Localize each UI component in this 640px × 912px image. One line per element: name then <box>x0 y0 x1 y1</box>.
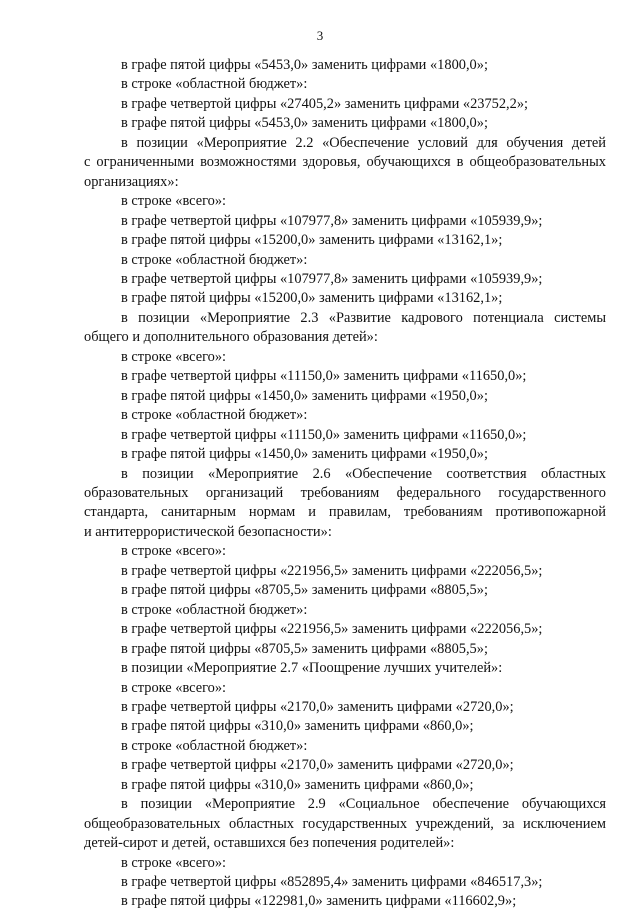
text-line: в графе четвертой цифры «11150,0» заменить цифрами «11650,0»; <box>121 368 527 385</box>
text-line: в графе пятой цифры «122981,0» заменить цифрами «116602,9»; <box>121 893 517 910</box>
text-line: в строке «областной бюджет»: <box>121 76 308 93</box>
text-line: в строке «областной бюджет»: <box>121 737 308 754</box>
text-line: в строке «областной бюджет»: <box>121 407 308 424</box>
text-line: в строке «всего»: <box>121 193 227 210</box>
text-line: в графе пятой цифры «1450,0» заменить цифрами «1950,0»; <box>121 446 488 463</box>
text-line: детей-сирот и детей, оставшихся без попечения родителей»: <box>84 835 455 852</box>
text-line: с ограниченными возможностями здоровья, обучающихся в общеобразовательных <box>84 154 606 171</box>
text-line: в графе четвертой цифры «221956,5» заменить цифрами «222056,5»; <box>121 562 543 579</box>
text-line: в графе пятой цифры «15200,0» заменить цифрами «13162,1»; <box>121 290 503 307</box>
text-line: в графе пятой цифры «5453,0» заменить цифрами «1800,0»; <box>121 115 488 132</box>
text-line: в строке «всего»: <box>121 854 227 871</box>
text-line: в строке «всего»: <box>121 348 227 365</box>
document-body <box>84 56 606 912</box>
text-line: в строке «всего»: <box>121 679 227 696</box>
text-line: образовательных организаций требованиям федерального государственного <box>84 484 606 501</box>
text-line: в графе пятой цифры «5453,0» заменить цифрами «1800,0»; <box>121 57 488 73</box>
text-line: в графе пятой цифры «310,0» заменить цифрами «860,0»; <box>121 776 474 793</box>
text-line: в графе четвертой цифры «27405,2» заменить цифрами «23752,2»; <box>121 95 529 112</box>
text-line: в графе четвертой цифры «852895,4» заменить цифрами «846517,3»; <box>121 874 543 891</box>
text-line: в позиции «Мероприятие 2.6 «Обеспечение соответствия областных <box>121 465 606 482</box>
text-line: в графе четвертой цифры «2170,0» заменить цифрами «2720,0»; <box>121 757 514 774</box>
text-line: в графе пятой цифры «8705,5» заменить цифрами «8805,5»; <box>121 582 488 599</box>
text-line: общего и дополнительного образования детей»: <box>84 329 378 346</box>
text-line: в графе четвертой цифры «107977,8» заменить цифрами «105939,9»; <box>121 270 543 287</box>
text-line: в графе пятой цифры «15200,0» заменить цифрами «13162,1»; <box>121 232 503 249</box>
text-line: в позиции «Мероприятие 2.9 «Социальное обеспечение обучающихся <box>121 796 606 813</box>
text-line: общеобразовательных областных государственных учреждений, за исключением <box>84 815 606 832</box>
text-line: в позиции «Мероприятие 2.2 «Обеспечение условий для обучения детей <box>121 134 606 151</box>
text-line: и антитеррористической безопасности»: <box>84 523 332 540</box>
page-number: 3 <box>316 28 324 43</box>
text-line: в строке «областной бюджет»: <box>121 601 308 618</box>
text-line: в позиции «Мероприятие 2.7 «Поощрение лучших учителей»: <box>121 660 503 677</box>
text-line: в графе пятой цифры «1450,0» заменить цифрами «1950,0»; <box>121 387 488 404</box>
text-line: стандарта, санитарным нормам и правилам, требованиям противопожарной <box>84 504 606 521</box>
text-line: в позиции «Мероприятие 2.3 «Развитие кадрового потенциала системы <box>121 309 606 326</box>
text-line: в графе пятой цифры «310,0» заменить цифрами «860,0»; <box>121 718 474 735</box>
text-line: в графе пятой цифры «8705,5» заменить цифрами «8805,5»; <box>121 640 488 657</box>
text-line: в графе четвертой цифры «2170,0» заменить цифрами «2720,0»; <box>121 698 514 715</box>
text-line: в графе четвертой цифры «221956,5» заменить цифрами «222056,5»; <box>121 621 543 638</box>
text-line: в строке «всего»: <box>121 543 227 560</box>
text-line: в графе четвертой цифры «11150,0» заменить цифрами «11650,0»; <box>121 426 527 443</box>
text-line: в строке «областной бюджет»: <box>121 251 308 268</box>
text-line: в графе четвертой цифры «107977,8» заменить цифрами «105939,9»; <box>121 212 543 229</box>
text-line: организациях»: <box>84 173 179 190</box>
